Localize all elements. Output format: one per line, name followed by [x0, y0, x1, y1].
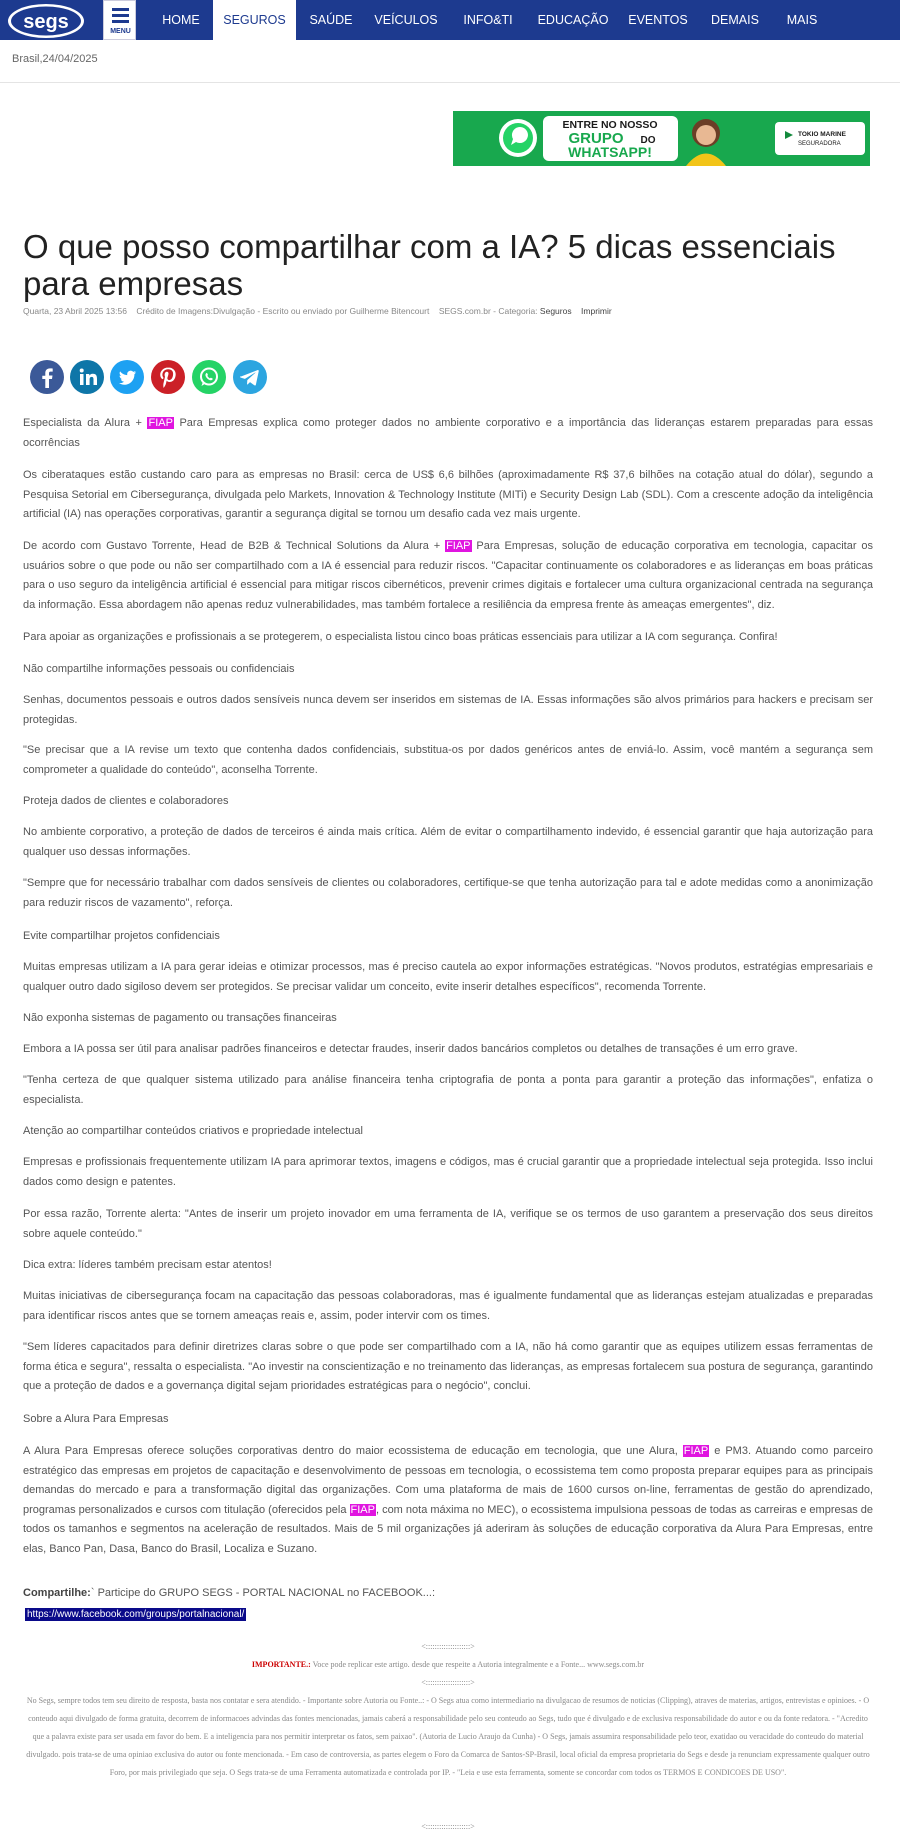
article-paragraph-13: Embora a IA possa ser útil para analisar padrões financeiros e detectar fraudes, inserir dados bancários completos ou detalhes de transações é um erro grave.	[23, 1043, 798, 1055]
whatsapp-group-banner[interactable]	[453, 111, 870, 166]
hamburger-icon	[112, 8, 129, 26]
menu-label: MENU	[110, 28, 131, 35]
article-paragraph-14: "Tenha certeza de que qualquer sistema utilizado para análise financeira tenha criptografia de ponta a ponta para garantir a proteção das informações", enfatiza o especialista.	[23, 1074, 873, 1106]
facebook-icon[interactable]	[30, 360, 64, 394]
top-navbar	[0, 0, 900, 40]
nav-demais[interactable]: DEMAIS	[711, 13, 759, 27]
twitter-icon[interactable]	[110, 360, 144, 394]
telegram-icon[interactable]	[233, 360, 267, 394]
article-paragraph-9: "Sempre que for necessário trabalhar com dados sensíveis de clientes ou colaboradores, certifique-se que tenha autorização para tal e adote medidas como a anonimização para reduzir riscos de vazamento", reforça.	[23, 877, 873, 909]
nav-seguros[interactable]: SEGUROS	[213, 0, 296, 40]
svg-text:TOKIO MARINE: TOKIO MARINE	[798, 131, 846, 138]
nav-saude[interactable]: SAÚDE	[309, 13, 353, 27]
article-meta	[23, 306, 612, 316]
section-heading: Não exponha sistemas de pagamento ou transações financeiras	[23, 1012, 337, 1024]
svg-text:ENTRE NO NOSSO: ENTRE NO NOSSO	[562, 119, 658, 131]
fiap-highlight[interactable]: FIAP	[148, 417, 173, 429]
legal-disclaimer: No Segs, sempre todos tem seu direito de resposta, basta nos contatar e sera atendido. - Importante sobre Autoria ou Fonte..: - O Segs atua como intermediario na divulgacao de resumos de noticias (Clipping), atraves de materias, artigos, entrevistas e opinioes. - O conteudo aqui divulgado de forma gratuita, decorrem de informacoes advindas das fontes mencionadas, jamais caberá a responsabilidade pelo seu conteudo ao Segs, tudo que é divulgado e de exclusiva responsabilidade do autor e ou da fonte redatora. - "Acredito que a palavra existe para ser usada em favor do bem. E a inteligencia para nos permitir interpretar os fatos, sem paixao". (Autoria de Lucio Araujo da Cunha) - O Segs, jamais assumira responsabilidade pelo teor, exatidao ou veracidade do conteudo do material divulgado. pois trata-se de uma opiniao exclusiva do autor ou fonte mencionada. - Em caso de controversia, as partes elegem o Foro da Comarca de Santos-SP-Brasil, local oficial da empresa proprietaria do Segs e desde ja renunciam expressamente qualquer outro Foro, por mais privilegiado que seja. O Segs trata-se de uma Ferramenta automatizada e controlada por IP. - "Leia e use esta ferramenta, somente se concordar com todos os TERMOS E CONDICOES DE USO".	[26, 1696, 870, 1777]
section-heading: Proteja dados de clientes e colaboradores	[23, 795, 229, 807]
article-paragraph-17: Por essa razão, Torrente alerta: "Antes de inserir um projeto inovador em uma ferramenta de IA, verifique se os termos de uso garantem a preservação dos seus direitos sobre aquele conteúdo."	[23, 1208, 873, 1240]
article-paragraph-2: De acordo com Gustavo Torrente, Head de B2B & Technical Solutions da Alura + FIAP Para Empresas, solução de educação corporativa em tecnologia, capacitar os usuários sobre o que pode ou não ser compartilhado com a IA é essencial para reduzir riscos. "Capacitar continuamente os colaboradores e as lideranças em boas práticas para o uso seguro da inteligência artificial é essencial para mitigar riscos cibernéticos, prevenir crimes digitais e fortalecer uma cultura organizacional centrada na segurança da informação. Essa abordagem não apenas reduz vulnerabilidades, mas também fortalece a resiliência da empresa frente às ameaças emergentes", diz.	[23, 540, 873, 611]
section-heading: Sobre a Alura Para Empresas	[23, 1413, 169, 1425]
article-paragraph-11: Muitas empresas utilizam a IA para gerar ideias e otimizar processos, mas é preciso cautela ao expor informações estratégicas. "Novos produtos, estratégias empresariais e qualquer outro dado sigiloso devem ser protegidos. Se precisar validar um conceito, evite inserir detalhes específicos", recomenda Torrente.	[23, 961, 873, 993]
separator: <::::::::::::::::::::>	[421, 1678, 475, 1687]
nav-info-ti[interactable]: INFO&TI	[463, 13, 513, 27]
svg-text:segs: segs	[23, 11, 69, 33]
important-notice: IMPORTANTE.: Voce pode replicar este artigo. desde que respeite a Autoria integralmente e a Fonte... www.segs.com.br	[251, 1660, 645, 1669]
nav-mais[interactable]: MAIS	[786, 13, 818, 27]
svg-text:GRUPO: GRUPO	[568, 130, 624, 147]
article-paragraph-6: "Se precisar que a IA revise um texto que contenha dados confidenciais, substitua-os por dados genéricos antes de enviá-lo. Assim, você mantém a segurança sem comprometer a qualidade do conteúdo", aconselha Torrente.	[23, 744, 873, 776]
section-heading: Evite compartilhar projetos confidenciais	[23, 930, 220, 942]
meta-category-link[interactable]: Seguros	[539, 306, 572, 316]
nav-educacao[interactable]: EDUCAÇÃO	[537, 13, 609, 27]
article-paragraph-8: No ambiente corporativo, a proteção de dados de terceiros é ainda mais crítica. Além de evitar o compartilhamento indevido, é essencial garantir que haja autorização para qualquer uso dessas informações.	[23, 826, 873, 858]
section-heading: Não compartilhe informações pessoais ou confidenciais	[23, 663, 295, 675]
section-heading: Dica extra: líderes também precisam estar atentos!	[23, 1259, 272, 1271]
article-paragraph-16: Empresas e profissionais frequentemente utilizam IA para aprimorar textos, imagens e códigos, mas é crucial garantir que a propriedade intelectual seja protegida. Isso inclui dados como design e patentes.	[23, 1156, 873, 1188]
location-date: Brasil,24/04/2025	[12, 53, 98, 65]
facebook-group-link[interactable]: https://www.facebook.com/groups/portalnacional/	[27, 1609, 245, 1620]
svg-text:SEGURADORA: SEGURADORA	[798, 141, 841, 147]
article-paragraph-5: Senhas, documentos pessoais e outros dados sensíveis nunca devem ser inseridos em sistemas de IA. Essas informações são alvos primários para hackers e precisam ser protegidas.	[23, 694, 873, 726]
meta-credit: Crédito de Imagens:Divulgação - Escrito ou enviado por Guilherme Bitencourt	[136, 306, 430, 316]
whatsapp-icon[interactable]	[192, 360, 226, 394]
article-title: O que posso compartilhar com a IA? 5 dicas essenciais para empresas	[23, 228, 836, 302]
share-facebook-group: Compartilhe:` Participe do GRUPO SEGS - PORTAL NACIONAL no FACEBOOK...:	[23, 1587, 436, 1599]
fiap-highlight[interactable]: FIAP	[683, 1445, 709, 1457]
article-paragraph-20: "Sem líderes capacitados para definir diretrizes claras sobre o que pode ser compartilhado com a IA, não há como garantir que as equipes utilizem essas ferramentas de forma ética e segura", ressalta o especialista. "Ao investir na conscientização e no treinamento das lideranças, as empresas fortalecem sua postura de segurança, garantindo que a proteção de dados e a governança digital sejam prioridades estratégicas para o negócio", conclui.	[23, 1341, 873, 1392]
header-divider	[0, 82, 900, 83]
nav-home[interactable]: HOME	[162, 13, 200, 27]
menu-button[interactable]	[103, 0, 136, 40]
meta-date: Quarta, 23 Abril 2025 13:56	[23, 306, 127, 316]
svg-text:DO: DO	[640, 135, 656, 146]
linkedin-icon[interactable]	[70, 360, 104, 394]
separator: <::::::::::::::::::::>	[421, 1642, 475, 1651]
article-paragraph-19: Muitas iniciativas de cibersegurança focam na capacitação das pessoas colaboradoras, mas é igualmente fundamental que as lideranças estejam atualizadas e preparadas para identificar riscos antes que se tornem ameaças reais e, assim, poder intervir com os times.	[23, 1290, 873, 1322]
nav-eventos[interactable]: EVENTOS	[628, 13, 688, 27]
meta-site: SEGS.com.br - Categoria:	[438, 306, 538, 316]
svg-text:WHATSAPP!: WHATSAPP!	[568, 144, 652, 160]
section-heading: Atenção ao compartilhar conteúdos criativos e propriedade intelectual	[23, 1125, 363, 1137]
article-paragraph-3: Para apoiar as organizações e profissionais a se protegerem, o especialista listou cinco boas práticas essenciais para utilizar a IA com segurança. Confira!	[23, 631, 778, 643]
pinterest-icon[interactable]	[151, 360, 185, 394]
article-paragraph-0: Especialista da Alura + FIAP Para Empresas explica como proteger dados no ambiente corporativo e a importância das lideranças estarem preparadas para essas ocorrências	[23, 417, 873, 449]
segs-logo[interactable]	[6, 2, 86, 40]
separator: <::::::::::::::::::::>	[421, 1822, 475, 1831]
fiap-highlight[interactable]: FIAP	[446, 540, 471, 552]
nav-veiculos[interactable]: VEÍCULOS	[374, 13, 438, 27]
banner-graphic	[453, 111, 870, 166]
article-paragraph-1: Os ciberataques estão custando caro para as empresas no Brasil: cerca de US$ 6,6 bilhões (aproximadamente R$ 37,6 bilhões na cotação atual do dólar), segundo a Pesquisa Setorial em Cibersegurança, divulgada pelo Markets, Innovation & Technology Institute (MITi) e Security Design Lab (SDL). Com a crescente adoção da inteligência artificial (IA) nas operações corporativas, garantir a segurança digital se tornou um desafio cada vez mais urgente.	[23, 469, 873, 520]
print-link[interactable]: Imprimir	[581, 306, 612, 316]
article-paragraph-22: A Alura Para Empresas oferece soluções corporativas dentro do maior ecossistema de educação em tecnologia, que une Alura, FIAP e PM3. Atuando como parceiro estratégico das empresas em projetos de capacitação e desenvolvimento de pessoas em tecnologia, o ecossistema tem como proposta preparar equipes para as principais demandas do mercado e para a transformação digital das organizações. Com uma plataforma de mais de 1600 cursos on-line, ferramentas de gestão do aprendizado, programas personalizados e cursos com titulação (oferecidos pela FIAP, com nota máxima no MEC), o ecossistema impulsiona pessoas de todas as carreiras e empresas de todos os tamanhos e segmentos na aceleração de resultados. Mais de 5 mil organizações já aderiram às soluções de educação corporativa da Alura Para Empresas, entre elas, Banco Pan, Dasa, Banco do Brasil, Localiza e Suzano.	[23, 1445, 874, 1555]
fiap-highlight[interactable]: FIAP	[350, 1503, 375, 1516]
